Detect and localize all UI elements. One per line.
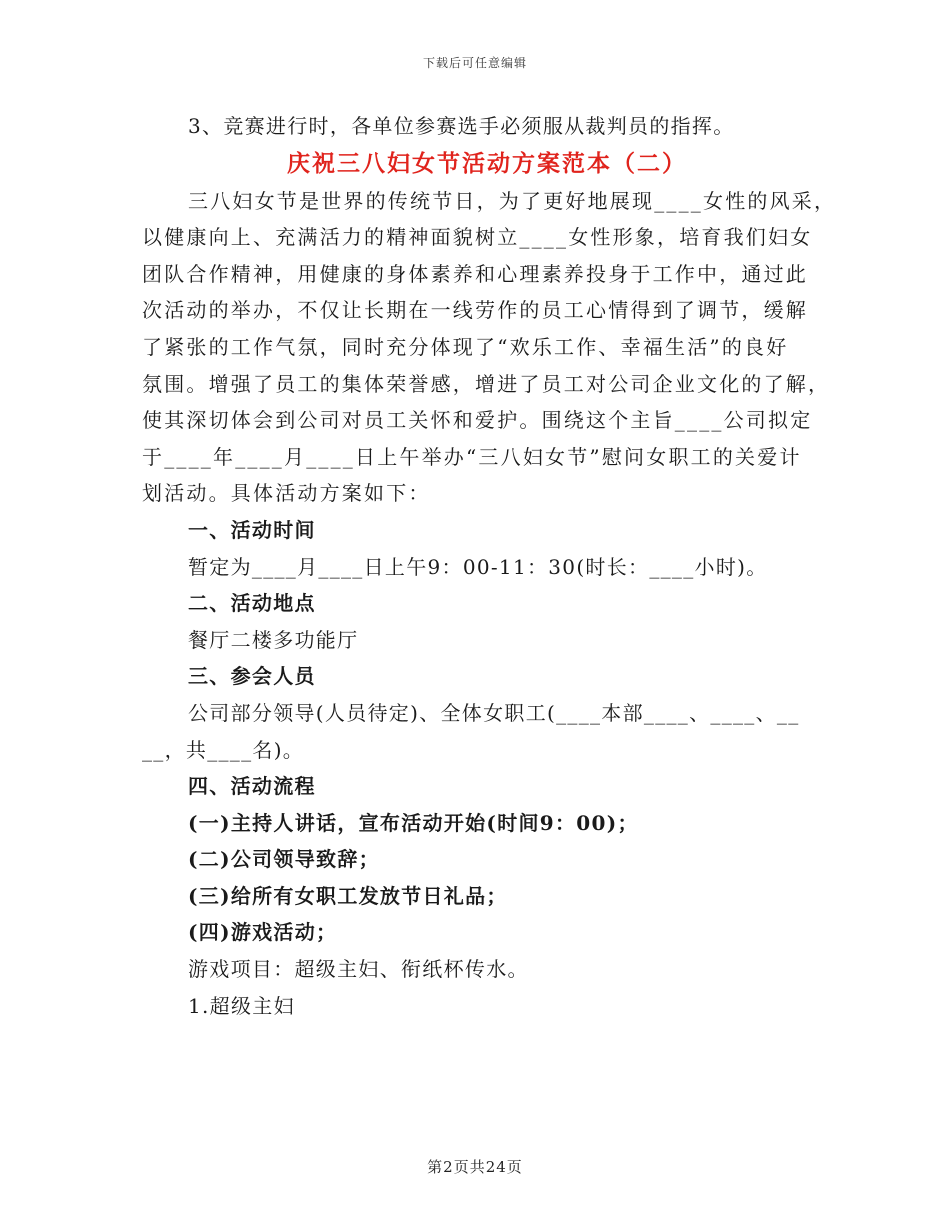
heading-attendees: 三、参会人员 (188, 664, 316, 689)
attendees-text-2: __，共____名)。 (142, 737, 305, 762)
process-step-2: (二)公司领导致辞； (188, 847, 380, 872)
intro-paragraph (142, 183, 837, 512)
document-body (142, 108, 837, 1024)
paragraph-line: 团队合作精神，用健康的身体素养和心理素养投身于工作中，通过此 (142, 261, 808, 286)
paragraph-line: 氛围。增强了员工的集体荣誉感，增进了员工对公司企业文化的了解， (142, 371, 831, 396)
paragraph-line: 于____年____月____日上午举办“三八妇女节”慰问女职工的关爱计 (142, 444, 802, 469)
section-title: 庆祝三八妇女节活动方案范本（二） (287, 149, 687, 177)
process-step-1: (一)主持人讲话，宣布活动开始(时间9：00)； (188, 810, 639, 835)
paragraph-line: 三八妇女节是世界的传统节日，为了更好地展现____女性的风采， (188, 188, 837, 213)
page-number: 第2页共24页 (427, 1158, 523, 1176)
attendees-text-1: 公司部分领导(人员待定)、全体女职工(____本部____、____、__ (188, 700, 800, 725)
heading-activity-process: 四、活动流程 (188, 774, 316, 799)
game-item-1: 1.超级主妇 (188, 993, 295, 1018)
heading-activity-time: 一、活动时间 (188, 517, 316, 542)
rule-item-3: 3、竞赛进行时，各单位参赛选手必须服从裁判员的指挥。 (188, 114, 735, 138)
paragraph-line: 划活动。具体活动方案如下： (142, 481, 431, 506)
activity-time-text: 暂定为____月____日上午9：00-11：30(时长：____小时)。 (188, 554, 768, 579)
heading-activity-location: 二、活动地点 (188, 591, 316, 616)
game-items-text: 游戏项目：超级主妇、衔纸杯传水。 (188, 957, 529, 982)
paragraph-line: 使其深切体会到公司对员工关怀和爱护。围绕这个主旨____公司拟定 (142, 408, 813, 433)
paragraph-line: 了紧张的工作气氛，同时充分体现了“欢乐工作、幸福生活”的良好 (142, 334, 789, 359)
process-step-3: (三)给所有女职工发放节日礼品； (188, 883, 508, 908)
paragraph-line: 次活动的举办，不仅让长期在一线劳作的员工心情得到了调节，缓解 (142, 298, 808, 323)
activity-location-text: 餐厅二楼多功能厅 (188, 627, 359, 652)
paragraph-line: 以健康向上、充满活力的精神面貌树立____女性形象，培育我们妇女 (142, 225, 813, 250)
process-step-4: (四)游戏活动； (188, 920, 338, 945)
header-note: 下载后可任意编辑 (422, 56, 527, 70)
